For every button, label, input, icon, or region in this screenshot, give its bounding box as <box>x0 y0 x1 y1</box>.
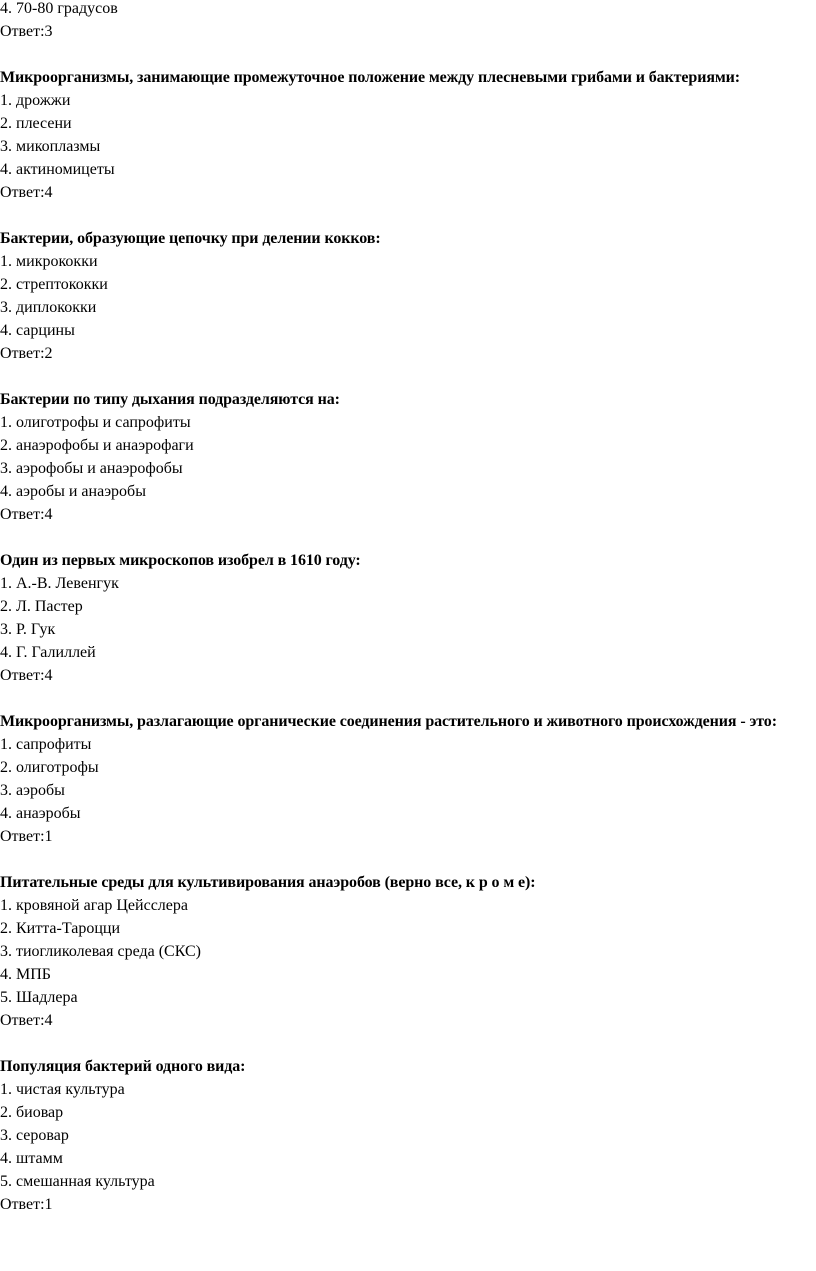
question-text: Микроорганизмы, занимающие промежуточное положение между плесневыми грибами и бактериями: <box>0 69 741 86</box>
answer-option: 4. анаэробы <box>0 805 81 822</box>
answer-option: 1. А.-В. Левенгук <box>0 575 119 592</box>
answer-option: 1. кровяной агар Цейсслера <box>0 897 188 914</box>
spacer <box>0 1032 816 1055</box>
answer-option: 2. Л. Пастер <box>0 598 83 615</box>
question-block <box>0 871 816 1032</box>
answer-option: 3. тиогликолевая среда (СКС) <box>0 943 201 960</box>
question-text: Бактерии, образующие цепочку при делении кокков: <box>0 230 381 247</box>
answer-option: 2. анаэрофобы и анаэрофаги <box>0 437 194 454</box>
question-text: Бактерии по типу дыхания подразделяются на: <box>0 391 340 408</box>
answer-option: 1. дрожжи <box>0 92 71 109</box>
correct-answer: Ответ:1 <box>0 1196 53 1213</box>
answer-option: 3. диплококки <box>0 299 97 316</box>
correct-answer: Ответ:4 <box>0 184 53 201</box>
spacer <box>0 365 816 388</box>
answer-option: 1. сапрофиты <box>0 736 92 753</box>
correct-answer: Ответ:4 <box>0 1012 53 1029</box>
question-block <box>0 1055 816 1216</box>
answer-option: 3. серовар <box>0 1127 69 1144</box>
answer-option: 1. чистая культура <box>0 1081 125 1098</box>
answer-option: 4. аэробы и анаэробы <box>0 483 146 500</box>
question-text: Один из первых микроскопов изобрел в 1610 году: <box>0 552 361 569</box>
spacer <box>0 526 816 549</box>
question-text: Питательные среды для культивирования анаэробов (верно все, к р о м е): <box>0 874 536 891</box>
answer-option: 3. аэрофобы и анаэрофобы <box>0 460 183 477</box>
answer-option: 5. смешанная культура <box>0 1173 155 1190</box>
question-text: Микроорганизмы, разлагающие органические соединения растительного и животного происхождения - это: <box>0 713 777 730</box>
answer-option: 2. стрептококки <box>0 276 108 293</box>
question-block <box>0 227 816 365</box>
question-block <box>0 388 816 526</box>
spacer <box>0 43 816 66</box>
correct-answer: Ответ:4 <box>0 506 53 523</box>
answer-option: 4. актиномицеты <box>0 161 115 178</box>
spacer <box>0 687 816 710</box>
answer-option: 2. биовар <box>0 1104 64 1121</box>
answer-option: 5. Шадлера <box>0 989 78 1006</box>
question-text: Популяция бактерий одного вида: <box>0 1058 246 1075</box>
correct-answer: Ответ:4 <box>0 667 53 684</box>
answer-option: 2. плесени <box>0 115 72 132</box>
answer-option: 2. олиготрофы <box>0 759 99 776</box>
answer-option: 3. Р. Гук <box>0 621 56 638</box>
answer-option: 1. олиготрофы и сапрофиты <box>0 414 191 431</box>
question-block <box>0 710 816 848</box>
spacer <box>0 204 816 227</box>
answer-option: 4. МПБ <box>0 966 51 983</box>
answer-option: 4. штамм <box>0 1150 63 1167</box>
intro-option: 4. 70-80 градусов <box>0 0 118 17</box>
spacer <box>0 848 816 871</box>
intro-answer: Ответ:3 <box>0 23 53 40</box>
answer-option: 4. сарцины <box>0 322 75 339</box>
answer-option: 1. микрококки <box>0 253 98 270</box>
question-block <box>0 66 816 204</box>
correct-answer: Ответ:1 <box>0 828 53 845</box>
answer-option: 4. Г. Галиллей <box>0 644 96 661</box>
correct-answer: Ответ:2 <box>0 345 53 362</box>
answer-option: 3. аэробы <box>0 782 65 799</box>
question-block <box>0 549 816 687</box>
answer-option: 2. Китта-Тароцци <box>0 920 121 937</box>
answer-option: 3. микоплазмы <box>0 138 101 155</box>
